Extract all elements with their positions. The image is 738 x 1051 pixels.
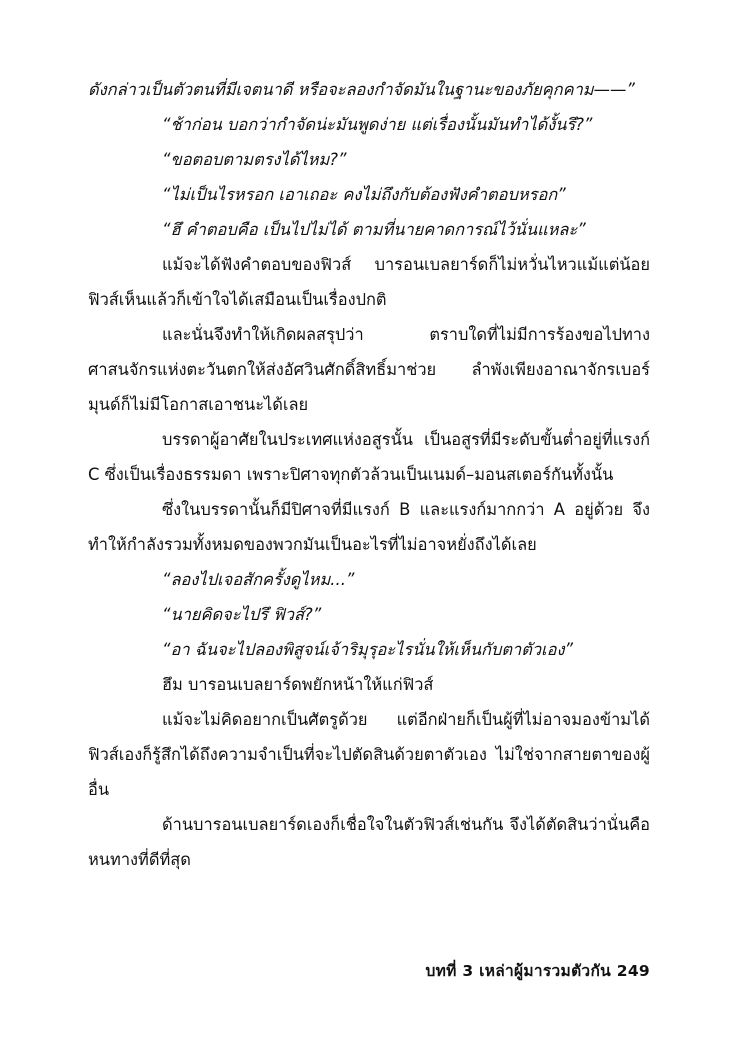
paragraph-continuation: ดังกล่าวเป็นตัวตนที่มีเจตนาดี หรือจะลองกำจัดมันในฐานะของภัยคุกคาม——”: [88, 80, 635, 99]
narration-paragraph: บรรดาผู้อาศัยในประเทศแห่งอสูรนั้น เป็นอสูรที่มีระดับขั้นต่ำอยู่ที่แรงก์ C ซึ่งเป็นเรื่องธรรมดา เพราะปิศาจทุกตัวล้วนเป็นเนมด์–มอนสเตอร์กันทั้งนั้น: [88, 430, 650, 484]
chapter-title: บทที่ 3 เหล่าผู้มารวมตัวกัน: [425, 962, 612, 980]
narration-paragraph: ซึ่งในบรรดานั้นก็มีปิศาจที่มีแรงก์ B และแรงก์มากกว่า A อยู่ด้วย จึงทำให้กำลังรวมทั้งหมดของพวกมันเป็นอะไรที่ไม่อาจหยั่งถึงได้เลย: [88, 500, 650, 554]
dialog-line: “อา ฉันจะไปลองพิสูจน์เจ้าริมุรุอะไรนั่นให้เห็นกับตาตัวเอง”: [162, 640, 573, 659]
narration-paragraph: ฮึม บารอนเบลยาร์ดพยักหน้าให้แก่ฟิวส์: [162, 675, 434, 694]
dialog-line: “ฮึ คำตอบคือ เป็นไปไม่ได้ ตามที่นายคาดการณ์ไว้นั่นแหละ”: [162, 220, 586, 239]
dialog-line: “นายคิดจะไปรึ ฟิวส์?”: [162, 605, 322, 624]
body-text: [88, 72, 650, 877]
dialog-line: “ช้าก่อน บอกว่ากำจัดน่ะมันพูดง่าย แต่เรื่องนั้นมันทำได้งั้นรึ?”: [162, 115, 593, 134]
dialog-line: “ขอตอบตามตรงได้ไหม?”: [162, 150, 347, 169]
page-footer: [425, 958, 650, 983]
narration-paragraph: แม้จะไม่คิดอยากเป็นศัตรูด้วย แต่อีกฝ่ายก็เป็นผู้ที่ไม่อาจมองข้ามได้ ฟิวส์เองก็รู้สึกได้ถึงความจำเป็นที่จะไปตัดสินด้วยตาตัวเอง ไม่ใช่จากสายตาของผู้อื่น: [88, 710, 650, 799]
page-number: 249: [616, 962, 650, 980]
dialog-line: “ไม่เป็นไรหรอก เอาเถอะ คงไม่ถึงกับต้องฟังคำตอบหรอก”: [162, 185, 566, 204]
narration-paragraph: แม้จะได้ฟังคำตอบของฟิวส์ บารอนเบลยาร์ดก็ไม่หวั่นไหวแม้แต่น้อย ฟิวส์เห็นแล้วก็เข้าใจได้เสมือนเป็นเรื่องปกติ: [88, 255, 650, 309]
dialog-line: “ลองไปเจอสักครั้งดูไหม...”: [162, 570, 355, 589]
narration-paragraph: และนั่นจึงทำให้เกิดผลสรุปว่า ตราบใดที่ไม่มีการร้องขอไปทางศาสนจักรแห่งตะวันตกให้ส่งอัศวินศักดิ์สิทธิ์มาช่วย ลำพังเพียงอาณาจักรเบอร์มุนด์ก็ไม่มีโอกาสเอาชนะได้เลย: [88, 325, 650, 414]
narration-paragraph: ด้านบารอนเบลยาร์ดเองก็เชื่อใจในตัวฟิวส์เช่นกัน จึงได้ตัดสินว่านั่นคือหนทางที่ดีที่สุด: [88, 815, 650, 869]
